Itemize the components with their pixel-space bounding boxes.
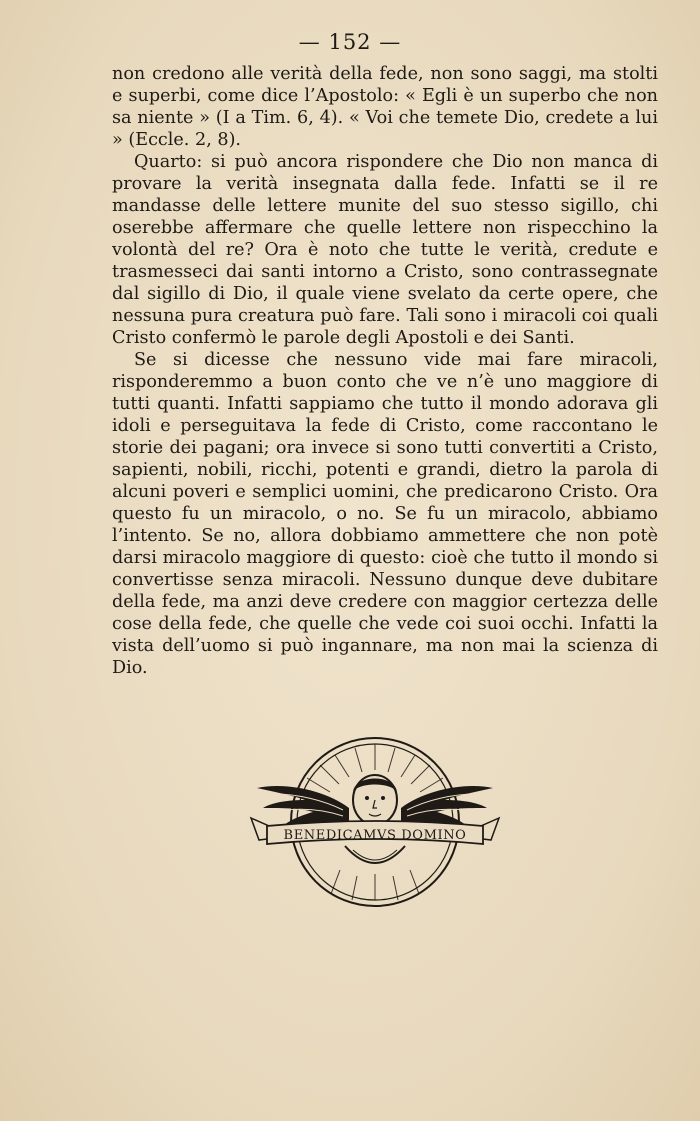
- page-number: — 152 —: [298, 30, 402, 54]
- paragraph-miracoli: Se si dicesse che nessuno vide mai fare miracoli, risponderemmo a buon conto che ve n’è uno maggiore di tutti quanti. Infatti sappiamo che tutto il mondo adorava gli idoli e perseguitava la fede di Cristo, come raccontano le storie dei pagani; ora invece si sono tutti convertiti a Cristo, sapienti, nobili, ricchi, potenti e grandi, dietro la parola di alcuni poveri e semplici uomini, che predicarono Cristo. Ora questo fu un miracolo, o no. Se fu un miracolo, abbiamo l’intento. Se no, allora dobbiamo ammettere che non potè darsi miracolo maggiore di questo: cioè che tutto il mondo si convertisse senza miracoli. Nessuno dunque deve dubitare della fede, ma anzi deve credere con maggior certezza delle cose della fede, che quelle che vede coi suoi occhi. Infatti la vista dell’uomo si può ingannare, ma non mai la scienza di Dio.: [112, 350, 658, 678]
- paragraph-quarto: Quarto: si può ancora rispondere che Dio non manca di provare la verità insegnata dalla fede. Infatti se il re mandasse delle lettere munite del suo stesso sigillo, chi oserebbe affermare che quelle lettere non rispecchino la volontà del re? Ora è noto che tutte le verità, credute e trasmesseci dai santi intorno a Cristo, sono contrassegnate dal sigillo di Dio, il quale viene svelato da certe opere, che nessuna pura creatura può fare. Tali sono i miracoli coi quali Cristo confermò le parole degli Apostoli e dei Santi.: [112, 152, 658, 348]
- paragraph-continuation: non credono alle verità della fede, non sono saggi, ma stolti e superbi, come dice l’Apostolo: « Egli è un superbo che non sa niente » (I a Tim. 6, 4). « Voi che temete Dio, credete a lui » (Eccle. 2, 8).: [112, 64, 658, 150]
- angel-emblem: [245, 730, 505, 910]
- body-text: [112, 63, 658, 679]
- emblem-motto: BENEDICAMVS DOMINO: [283, 828, 467, 843]
